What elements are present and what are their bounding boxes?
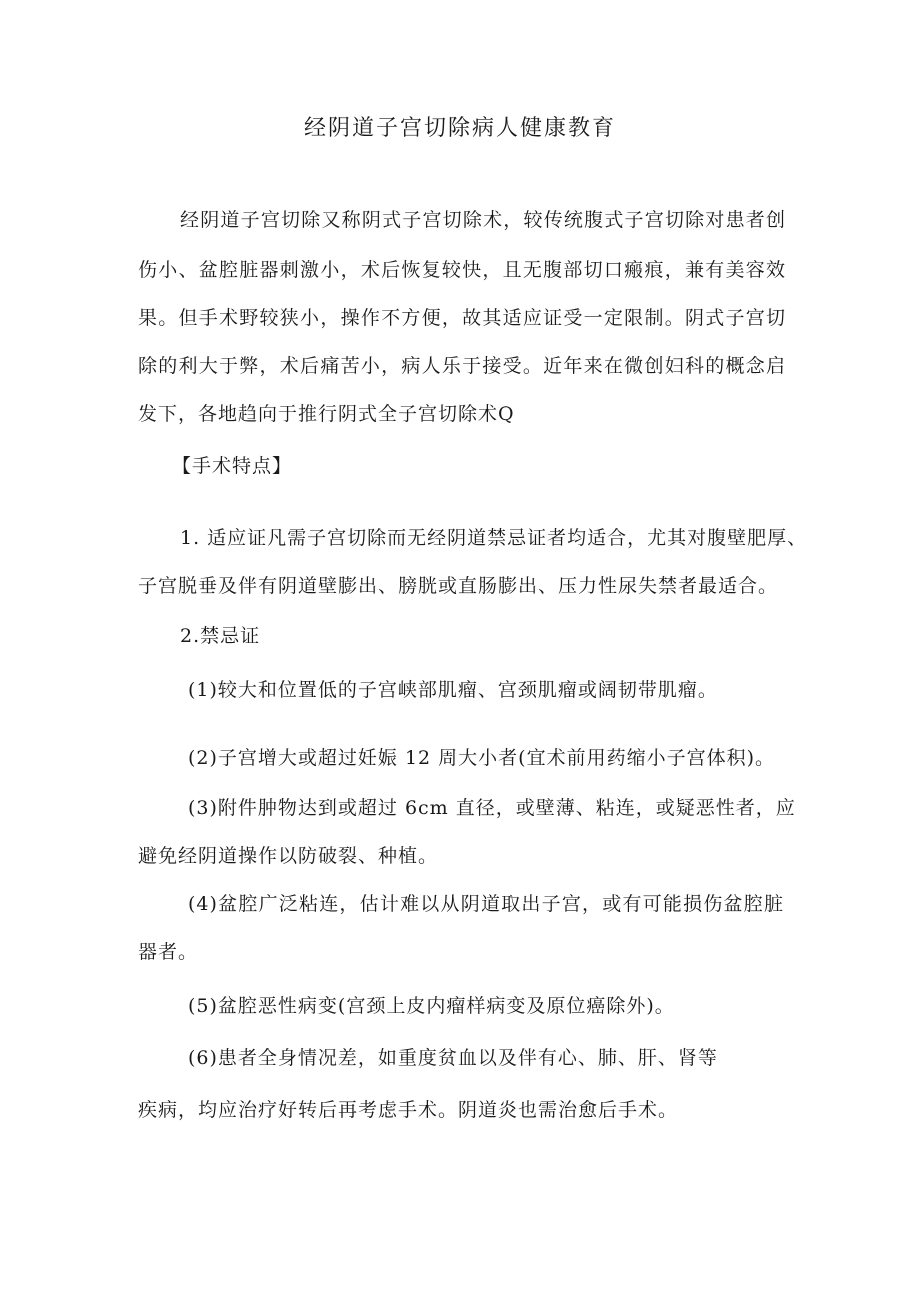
document-title: 经阴道子宫切除病人健康教育 <box>303 116 616 141</box>
indications-line-1: 1. 适应证凡需子宫切除而无经阴道禁忌证者均适合，尤其对腹壁肥厚、 <box>180 527 808 549</box>
contraindication-1: (1)较大和位置低的子宫峡部肌瘤、宫颈肌瘤或阔韧带肌瘤。 <box>188 679 718 701</box>
contraindication-4-line-1: (4)盆腔广泛粘连，估计难以从阴道取出子宫，或有可能损伤盆腔脏 <box>188 893 784 915</box>
intro-line-3: 果。但手术野较狭小，操作不方便，故其适应证受一定限制。阴式子宫切 <box>138 307 786 329</box>
contraindication-3-line-1: (3)附件肿物达到或超过 6cm 直径，或壁薄、粘连，或疑恶性者，应 <box>188 797 796 819</box>
intro-line-4: 除的利大于弊，术后痛苦小，病人乐于接受。近年来在微创妇科的概念启 <box>138 355 786 377</box>
contraindication-3-line-2: 避免经阴道操作以防破裂、种植。 <box>138 845 439 867</box>
contraindications-heading: 2.禁忌证 <box>180 625 261 647</box>
intro-line-5: 发下，各地趋向于推行阴式全子宫切除术Q <box>138 403 515 425</box>
section-heading: 【手术特点】 <box>172 455 293 477</box>
contraindication-4-line-2: 器者。 <box>138 941 199 963</box>
contraindication-6-line-1: (6)患者全身情况差，如重度贫血以及伴有心、肺、肝、肾等 <box>188 1047 718 1069</box>
indications-line-2: 子宫脱垂及伴有阴道壁膨出、膀胱或直肠膨出、压力性尿失禁者最适合。 <box>138 575 779 597</box>
intro-line-1: 经阴道子宫切除又称阴式子宫切除术，较传统腹式子宫切除对患者创 <box>180 209 786 231</box>
contraindication-5: (5)盆腔恶性病变(宫颈上皮内瘤样病变及原位癌除外)。 <box>188 995 675 1017</box>
intro-line-2: 伤小、盆腔脏器刺激小，术后恢复较快，且无腹部切口瘢痕，兼有美容效 <box>138 259 786 281</box>
contraindication-2: (2)子宫增大或超过妊娠 12 周大小者(宜术前用药缩小子宫体积)。 <box>188 747 775 769</box>
contraindication-6-line-2: 疾病，均应治疗好转后再考虑手术。阴道炎也需治愈后手术。 <box>138 1099 679 1121</box>
